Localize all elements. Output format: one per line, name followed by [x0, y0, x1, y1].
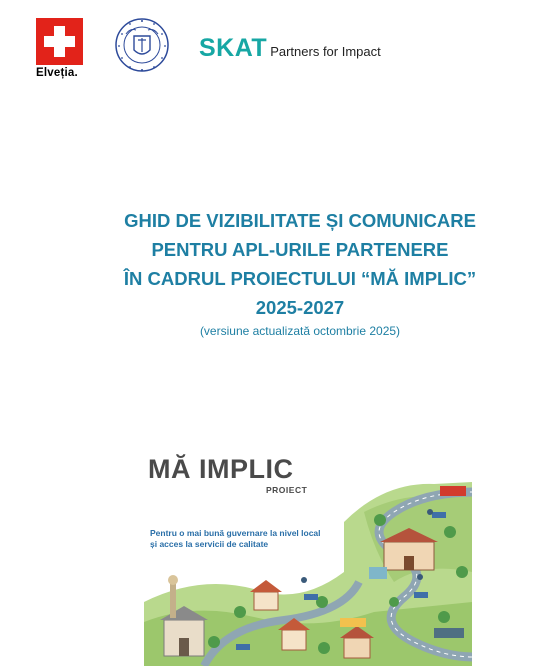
project-poster — [144, 452, 472, 666]
skat-logo — [199, 34, 381, 63]
title-line-4: 2025-2027 — [255, 297, 345, 318]
title-line-1: GHID DE VIZIBILITATE ȘI COMUNICARE — [124, 210, 476, 231]
swiss-logo — [36, 18, 88, 79]
poster-tagline-line-2: și acces la servicii de calitate — [150, 539, 269, 549]
document-title — [60, 206, 540, 339]
swiss-label: Elveția. — [36, 67, 78, 79]
title-line-2: PENTRU APL-URILE PARTENERE — [151, 239, 449, 260]
poster-title: MĂ IMPLIC — [148, 454, 294, 484]
title-line-3: ÎN CADRUL PROIECTULUI “MĂ IMPLIC” — [123, 268, 477, 289]
poster-label: PROIECT — [266, 485, 308, 495]
version-note: (versiune actualizată octombrie 2025) — [199, 324, 401, 338]
skat-wordmark: SKAT — [199, 34, 268, 62]
skat-tagline: Partners for Impact — [270, 44, 381, 59]
poster-tagline-line-1: Pentru o mai bună guvernare la nivel local — [150, 528, 321, 538]
poster-tagline — [150, 528, 340, 550]
swiss-flag-icon — [36, 18, 83, 65]
moldova-government-seal-icon — [114, 14, 170, 76]
